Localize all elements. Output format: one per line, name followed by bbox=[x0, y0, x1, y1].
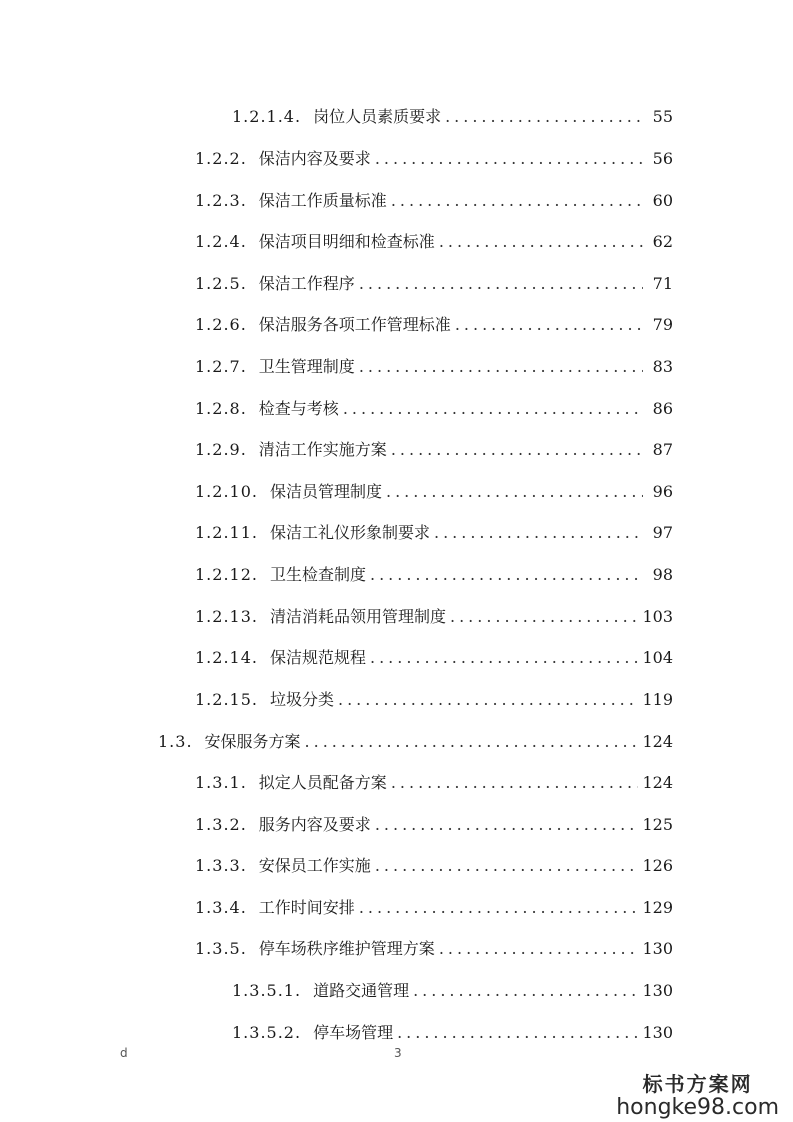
toc-entry[interactable] bbox=[158, 728, 673, 756]
toc-entry-title: 保洁服务各项工作管理标准 bbox=[258, 315, 451, 334]
toc-leader-dots bbox=[338, 686, 638, 714]
toc-entry-title: 卫生管理制度 bbox=[258, 357, 355, 376]
toc-entry-title: 保洁工礼仪形象制要求 bbox=[269, 523, 430, 542]
toc-entry-number: 1.3. bbox=[158, 732, 193, 751]
toc-leader-dots bbox=[359, 270, 643, 298]
toc-entry[interactable] bbox=[195, 769, 673, 797]
toc-leader-dots bbox=[439, 228, 643, 256]
toc-leader-dots bbox=[343, 395, 643, 423]
toc-entry-number: 1.3.3. bbox=[195, 856, 247, 875]
toc-entry-page: 104 bbox=[642, 648, 673, 667]
toc-leader-dots bbox=[375, 852, 639, 880]
toc-entry-page: 55 bbox=[652, 107, 673, 126]
toc-leader-dots bbox=[370, 644, 638, 672]
toc-entry[interactable] bbox=[232, 977, 673, 1005]
toc-entry-number: 1.2.8. bbox=[195, 399, 247, 418]
toc-entry[interactable] bbox=[195, 519, 673, 547]
toc-entry-number: 1.3.2. bbox=[195, 815, 247, 834]
toc-entry-number: 1.2.12. bbox=[195, 565, 258, 584]
toc-leader-dots bbox=[386, 478, 643, 506]
toc-entry[interactable] bbox=[195, 644, 673, 672]
toc-entry-page: 124 bbox=[642, 773, 673, 792]
toc-entry-page: 126 bbox=[642, 856, 673, 875]
toc-leader-dots bbox=[391, 436, 643, 464]
toc-entry-page: 124 bbox=[642, 732, 673, 751]
toc-entry[interactable] bbox=[195, 811, 673, 839]
watermark-url: hongke98.com bbox=[616, 1095, 779, 1120]
toc-leader-dots bbox=[455, 311, 643, 339]
toc-entry-title: 安保服务方案 bbox=[204, 732, 301, 751]
toc-leader-dots bbox=[359, 894, 639, 922]
page-number: 3 bbox=[394, 1046, 402, 1060]
toc-leader-dots bbox=[413, 977, 638, 1005]
toc-entry-page: 86 bbox=[652, 399, 673, 418]
toc-entry-title: 保洁规范规程 bbox=[269, 648, 366, 667]
toc-entry-title: 保洁员管理制度 bbox=[269, 482, 382, 501]
toc-entry-page: 125 bbox=[642, 815, 673, 834]
toc-entry-page: 83 bbox=[652, 357, 673, 376]
toc-entry-page: 103 bbox=[642, 607, 673, 626]
toc-entry-title: 保洁项目明细和检查标准 bbox=[258, 232, 435, 251]
toc-entry-page: 79 bbox=[652, 315, 673, 334]
toc-entry-title: 保洁内容及要求 bbox=[258, 149, 371, 168]
toc-entry-title: 保洁工作质量标准 bbox=[258, 191, 387, 210]
toc-entry[interactable] bbox=[195, 395, 673, 423]
toc-entry-number: 1.2.10. bbox=[195, 482, 258, 501]
toc-leader-dots bbox=[375, 811, 639, 839]
toc-entry[interactable] bbox=[195, 561, 673, 589]
toc-entry-title: 道路交通管理 bbox=[313, 981, 410, 1000]
toc-entry[interactable] bbox=[195, 686, 673, 714]
toc-entry-number: 1.3.1. bbox=[195, 773, 247, 792]
toc-entry[interactable] bbox=[195, 603, 673, 631]
toc-entry-number: 1.3.5.2. bbox=[232, 1023, 302, 1042]
toc-entry-title: 垃圾分类 bbox=[269, 690, 334, 709]
toc-entry-number: 1.2.9. bbox=[195, 440, 247, 459]
toc-entry-number: 1.2.4. bbox=[195, 232, 247, 251]
toc-entry-page: 130 bbox=[642, 981, 673, 1000]
toc-entry[interactable] bbox=[195, 478, 673, 506]
toc-entry-title: 保洁工作程序 bbox=[258, 274, 355, 293]
toc-leader-dots bbox=[439, 935, 639, 963]
toc-entry-title: 岗位人员素质要求 bbox=[313, 107, 442, 126]
toc-entry[interactable] bbox=[195, 935, 673, 963]
toc-entry-title: 拟定人员配备方案 bbox=[258, 773, 387, 792]
watermark-text: 标书方案网 bbox=[642, 1072, 753, 1096]
toc-entry-page: 97 bbox=[652, 523, 673, 542]
toc-entry-title: 工作时间安排 bbox=[258, 898, 355, 917]
toc-entry-number: 1.3.5. bbox=[195, 939, 247, 958]
toc-leader-dots bbox=[397, 1019, 638, 1047]
toc-entry-number: 1.2.1.4. bbox=[232, 107, 302, 126]
toc-entry-page: 98 bbox=[652, 565, 673, 584]
toc-entry-page: 119 bbox=[642, 690, 673, 709]
toc-entry-title: 卫生检查制度 bbox=[269, 565, 366, 584]
toc-entry[interactable] bbox=[195, 852, 673, 880]
toc-entry[interactable] bbox=[232, 103, 673, 131]
toc-entry-number: 1.2.3. bbox=[195, 191, 247, 210]
footer-mark: d bbox=[120, 1046, 128, 1060]
toc-entry-page: 96 bbox=[652, 482, 673, 501]
toc-entry[interactable] bbox=[195, 311, 673, 339]
toc-leader-dots bbox=[370, 561, 643, 589]
toc-entry-number: 1.2.5. bbox=[195, 274, 247, 293]
toc-entry-title: 清洁消耗品领用管理制度 bbox=[269, 607, 446, 626]
toc-leader-dots bbox=[375, 145, 643, 173]
toc-entry-page: 56 bbox=[652, 149, 673, 168]
toc-entry-page: 87 bbox=[652, 440, 673, 459]
toc-entry-number: 1.2.7. bbox=[195, 357, 247, 376]
watermark-logo bbox=[616, 1068, 779, 1120]
toc-entry-title: 安保员工作实施 bbox=[258, 856, 371, 875]
toc-entry-number: 1.2.13. bbox=[195, 607, 258, 626]
toc-entry-number: 1.2.15. bbox=[195, 690, 258, 709]
toc-entry[interactable] bbox=[195, 145, 673, 173]
toc-entry-page: 71 bbox=[652, 274, 673, 293]
toc-entry[interactable] bbox=[195, 436, 673, 464]
toc-entry[interactable] bbox=[195, 894, 673, 922]
toc-entry[interactable] bbox=[195, 228, 673, 256]
toc-entry-page: 130 bbox=[642, 1023, 673, 1042]
toc-leader-dots bbox=[445, 103, 643, 131]
toc-entry-page: 129 bbox=[642, 898, 673, 917]
toc-leader-dots bbox=[305, 728, 639, 756]
toc-entry-number: 1.2.6. bbox=[195, 315, 247, 334]
toc-entry-title: 停车场秩序维护管理方案 bbox=[258, 939, 435, 958]
toc-entry-title: 清洁工作实施方案 bbox=[258, 440, 387, 459]
toc-entry[interactable] bbox=[195, 353, 673, 381]
toc-entry-title: 检查与考核 bbox=[258, 399, 339, 418]
toc-entry-title: 服务内容及要求 bbox=[258, 815, 371, 834]
toc-entry-page: 60 bbox=[652, 191, 673, 210]
toc-leader-dots bbox=[434, 519, 643, 547]
toc-entry[interactable] bbox=[195, 187, 673, 215]
toc-leader-dots bbox=[450, 603, 638, 631]
toc-entry-page: 130 bbox=[642, 939, 673, 958]
toc-entry-number: 1.3.5.1. bbox=[232, 981, 302, 1000]
toc-entry-page: 62 bbox=[652, 232, 673, 251]
toc-entry-number: 1.2.11. bbox=[195, 523, 258, 542]
toc-entry-number: 1.2.2. bbox=[195, 149, 247, 168]
toc-leader-dots bbox=[391, 769, 639, 797]
toc-entry[interactable] bbox=[195, 270, 673, 298]
toc-entry[interactable] bbox=[232, 1019, 673, 1047]
toc-entry-title: 停车场管理 bbox=[313, 1023, 394, 1042]
toc-entry-number: 1.2.14. bbox=[195, 648, 258, 667]
toc-leader-dots bbox=[391, 187, 643, 215]
toc-entry-number: 1.3.4. bbox=[195, 898, 247, 917]
toc-leader-dots bbox=[359, 353, 643, 381]
